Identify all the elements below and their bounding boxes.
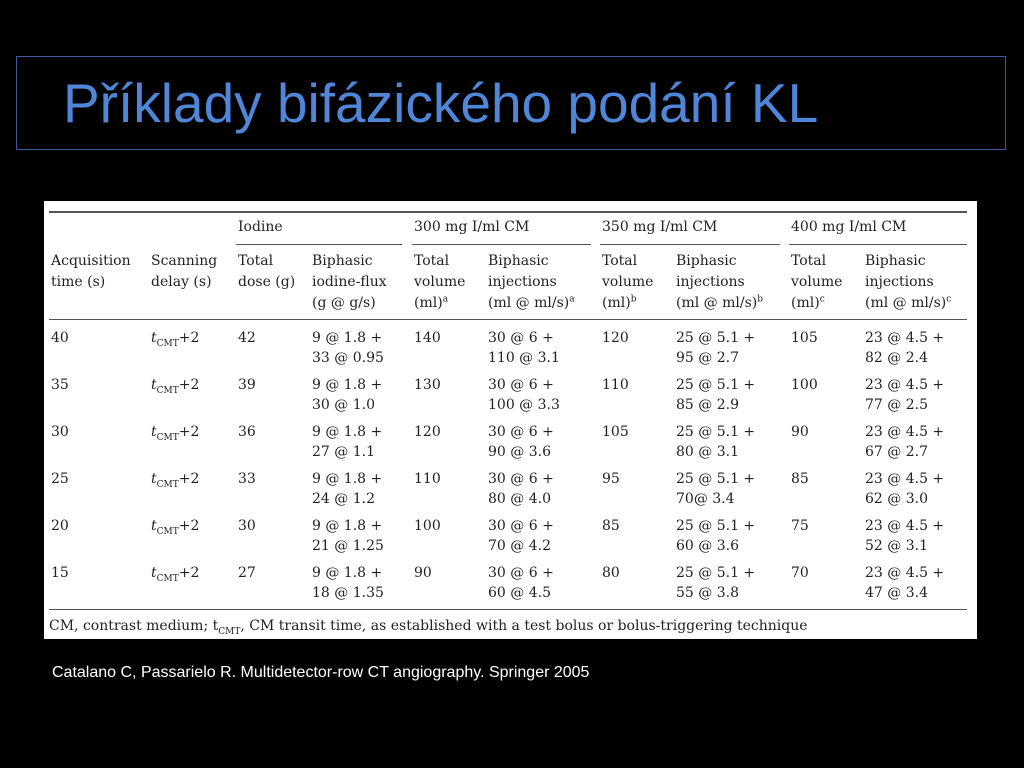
header-inj400-line-1: Biphasic [865, 253, 926, 269]
cell-tv350: 105 [602, 424, 629, 440]
cell-acq: 30 [51, 424, 69, 440]
cell-dose: 36 [238, 424, 256, 440]
citation: Catalano C, Passarielo R. Multidetector-row CT angiography. Springer 2005 [52, 664, 590, 681]
header-acq-line-2: time (s) [51, 274, 106, 290]
header-inj300-line-3: (ml @ ml/s)$^a$ [488, 294, 575, 311]
cell-acq: 35 [51, 377, 69, 393]
header-inj350-line-2: injections [676, 274, 745, 290]
cell-inj350-2: 55 @ 3.8 [676, 585, 739, 601]
group-rule-iodine [236, 244, 402, 245]
footnote-text-2: , CM transit time, as established with a test bolus or bolus-triggering technique [240, 618, 808, 634]
slide-title: Příklady bifázického podání KL [63, 72, 819, 134]
header-inj400-line-3: (ml @ ml/s)$^c$ [865, 294, 952, 311]
header-inj300-line-1: Biphasic [488, 253, 549, 269]
header-inj350-line-1: Biphasic [676, 253, 737, 269]
cell-inj400-2: 47 @ 3.4 [865, 585, 928, 601]
table-bottom-rule [49, 609, 967, 610]
cell-acq: 40 [51, 330, 69, 346]
header-flux-line-2: iodine-flux [312, 274, 387, 290]
cell-delay: $t_{CMT}+2$ [151, 471, 200, 490]
header-total-dose-line-1: Total [238, 253, 274, 269]
cell-inj300-1: 30 @ 6 + [488, 377, 554, 393]
header-tv300-line-3: (ml)$^a$ [414, 294, 449, 311]
cell-inj350-2: 95 @ 2.7 [676, 350, 739, 366]
cell-flux-1: 9 @ 1.8 + [312, 377, 383, 393]
cell-inj400-2: 52 @ 3.1 [865, 538, 928, 554]
cell-tv400: 90 [791, 424, 809, 440]
group-rule-300 [412, 244, 591, 245]
cell-tv300: 120 [414, 424, 441, 440]
cell-tv350: 80 [602, 565, 620, 581]
cell-inj400-2: 62 @ 3.0 [865, 491, 928, 507]
cell-inj300-1: 30 @ 6 + [488, 330, 554, 346]
cell-inj350-1: 25 @ 5.1 + [676, 424, 756, 440]
cell-inj300-2: 100 @ 3.3 [488, 397, 560, 413]
cell-inj300-2: 70 @ 4.2 [488, 538, 551, 554]
cell-inj350-1: 25 @ 5.1 + [676, 565, 756, 581]
cell-inj400-2: 82 @ 2.4 [865, 350, 928, 366]
cell-inj400-2: 77 @ 2.5 [865, 397, 928, 413]
cell-tv300: 130 [414, 377, 441, 393]
cell-tv400: 105 [791, 330, 818, 346]
cell-flux-2: 24 @ 1.2 [312, 491, 375, 507]
cell-dose: 42 [238, 330, 256, 346]
header-tv350-line-1: Total [602, 253, 638, 269]
cell-inj400-1: 23 @ 4.5 + [865, 471, 945, 487]
table-footnote [49, 618, 808, 637]
cell-flux-1: 9 @ 1.8 + [312, 330, 383, 346]
cell-tv400: 70 [791, 565, 809, 581]
footnote-sub: CMT [218, 626, 241, 637]
header-inj350-line-3: (ml @ ml/s)$^b$ [676, 294, 763, 311]
cell-inj300-2: 60 @ 4.5 [488, 585, 551, 601]
group-400: 400 mg I/ml CM [791, 219, 907, 235]
cell-flux-2: 33 @ 0.95 [312, 350, 384, 366]
header-tv350-line-2: volume [602, 274, 654, 290]
cell-inj350-1: 25 @ 5.1 + [676, 330, 756, 346]
cell-tv400: 100 [791, 377, 818, 393]
group-rule-400 [789, 244, 967, 245]
cell-acq: 15 [51, 565, 69, 581]
cell-tv400: 75 [791, 518, 809, 534]
cell-inj350-1: 25 @ 5.1 + [676, 377, 756, 393]
header-tv300-line-2: volume [414, 274, 466, 290]
cell-tv300: 100 [414, 518, 441, 534]
cell-inj300-2: 80 @ 4.0 [488, 491, 551, 507]
cell-flux-2: 27 @ 1.1 [312, 444, 375, 460]
cell-inj300-1: 30 @ 6 + [488, 518, 554, 534]
cell-inj350-2: 70@ 3.4 [676, 491, 735, 507]
cell-inj350-1: 25 @ 5.1 + [676, 471, 756, 487]
cell-dose: 33 [238, 471, 256, 487]
header-tv350-line-3: (ml)$^b$ [602, 294, 637, 311]
cell-delay: $t_{CMT}+2$ [151, 518, 200, 537]
cell-flux-1: 9 @ 1.8 + [312, 471, 383, 487]
cell-inj300-1: 30 @ 6 + [488, 565, 554, 581]
cell-inj400-1: 23 @ 4.5 + [865, 518, 945, 534]
cell-flux-1: 9 @ 1.8 + [312, 565, 383, 581]
table-panel [44, 201, 977, 639]
cell-delay: $t_{CMT}+2$ [151, 424, 200, 443]
header-flux-line-3: (g @ g/s) [312, 295, 376, 311]
cell-tv350: 95 [602, 471, 620, 487]
cell-inj400-1: 23 @ 4.5 + [865, 330, 945, 346]
header-delay-line-2: delay (s) [151, 274, 212, 290]
cell-inj400-1: 23 @ 4.5 + [865, 565, 945, 581]
header-inj300-line-2: injections [488, 274, 557, 290]
cell-inj400-1: 23 @ 4.5 + [865, 424, 945, 440]
cell-inj400-1: 23 @ 4.5 + [865, 377, 945, 393]
cell-flux-1: 9 @ 1.8 + [312, 424, 383, 440]
header-flux-line-1: Biphasic [312, 253, 373, 269]
cell-dose: 27 [238, 565, 256, 581]
cell-inj350-2: 80 @ 3.1 [676, 444, 739, 460]
header-tv400-line-2: volume [791, 274, 843, 290]
cell-inj350-2: 85 @ 2.9 [676, 397, 739, 413]
cell-delay: $t_{CMT}+2$ [151, 565, 200, 584]
cell-dose: 39 [238, 377, 256, 393]
header-total-dose-line-2: dose (g) [238, 274, 296, 290]
cell-inj350-2: 60 @ 3.6 [676, 538, 739, 554]
header-tv400-line-3: (ml)$^c$ [791, 294, 825, 311]
cell-tv300: 90 [414, 565, 432, 581]
cell-flux-1: 9 @ 1.8 + [312, 518, 383, 534]
cell-inj300-1: 30 @ 6 + [488, 424, 554, 440]
header-tv400-line-1: Total [791, 253, 827, 269]
header-bottom-rule [49, 319, 967, 320]
group-300: 300 mg I/ml CM [414, 219, 530, 235]
header-inj400-line-2: injections [865, 274, 934, 290]
group-iodine: Iodine [238, 219, 283, 235]
header-delay-line-1: Scanning [151, 253, 218, 269]
cell-inj300-2: 90 @ 3.6 [488, 444, 551, 460]
cell-tv300: 110 [414, 471, 441, 487]
cell-tv350: 110 [602, 377, 629, 393]
cell-inj350-1: 25 @ 5.1 + [676, 518, 756, 534]
table-top-rule [49, 211, 967, 213]
cell-inj300-2: 110 @ 3.1 [488, 350, 560, 366]
cell-flux-2: 30 @ 1.0 [312, 397, 375, 413]
title-box [16, 56, 1006, 150]
header-tv300-line-1: Total [414, 253, 450, 269]
cell-inj400-2: 67 @ 2.7 [865, 444, 928, 460]
group-350: 350 mg I/ml CM [602, 219, 718, 235]
header-acq-line-1: Acquisition [51, 253, 131, 269]
cell-delay: $t_{CMT}+2$ [151, 377, 200, 396]
footnote-text-1: CM, contrast medium; t [49, 618, 219, 634]
cell-acq: 25 [51, 471, 69, 487]
cell-flux-2: 18 @ 1.35 [312, 585, 384, 601]
cell-tv350: 85 [602, 518, 620, 534]
cell-flux-2: 21 @ 1.25 [312, 538, 384, 554]
cell-dose: 30 [238, 518, 256, 534]
cell-inj300-1: 30 @ 6 + [488, 471, 554, 487]
cell-tv400: 85 [791, 471, 809, 487]
group-rule-350 [600, 244, 780, 245]
cell-acq: 20 [51, 518, 69, 534]
cell-tv300: 140 [414, 330, 441, 346]
cell-tv350: 120 [602, 330, 629, 346]
cell-delay: $t_{CMT}+2$ [151, 330, 200, 349]
